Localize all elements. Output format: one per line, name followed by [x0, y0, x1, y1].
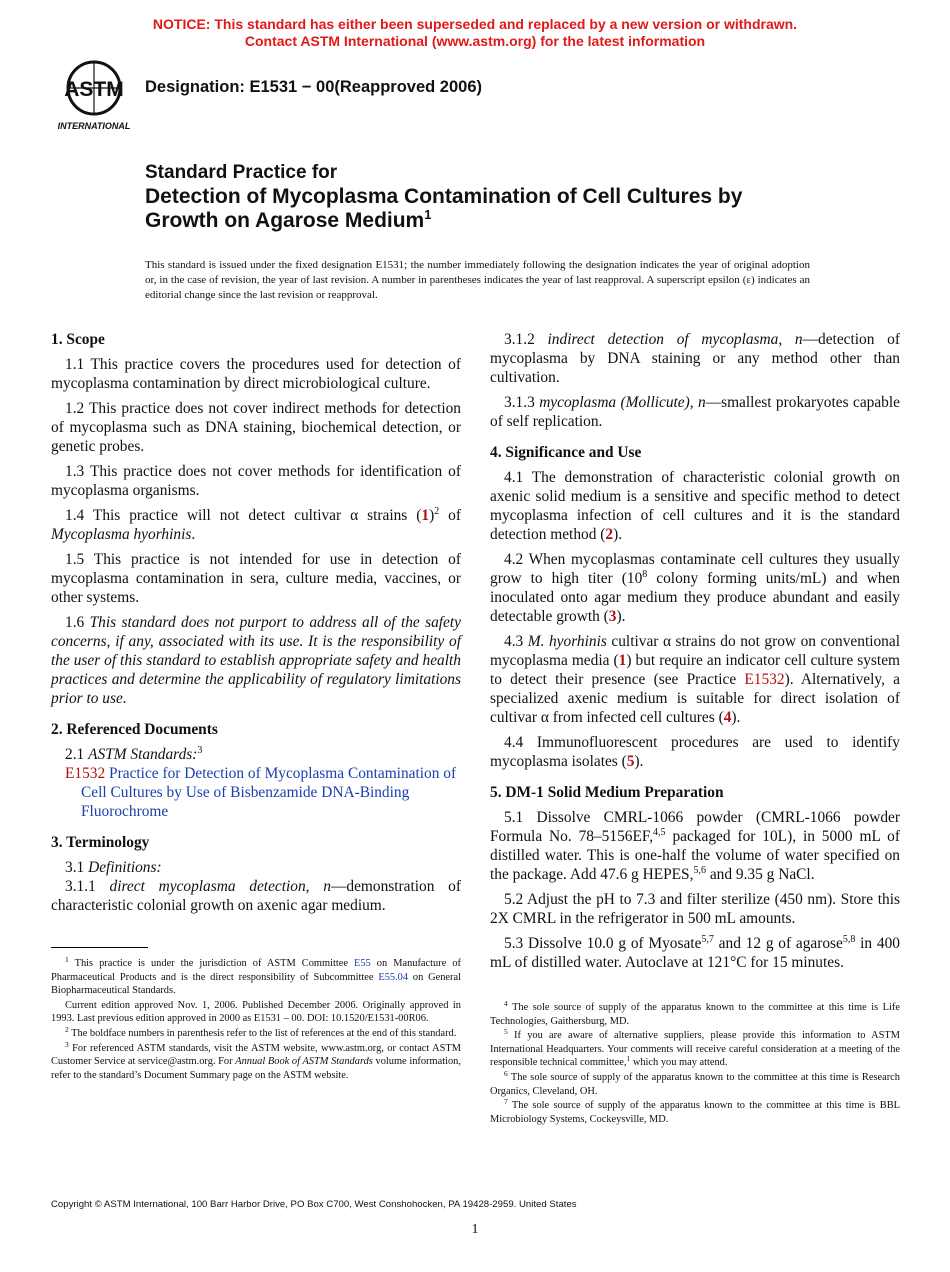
footnote-5: [490, 1029, 900, 1070]
practice-e1532-link[interactable]: E1532: [744, 671, 785, 688]
section-heading-preparation: 5. DM-1 Solid Medium Preparation: [490, 784, 724, 801]
paragraph-1-3: 1.3 This practice does not cover methods for identification of mycoplasma organisms.: [51, 463, 461, 499]
p4-4-text-a: 4.4 Immunofluorescent procedures are used to identify mycoplasma isolates (: [490, 734, 900, 770]
fn3-mark: 3: [65, 1039, 69, 1049]
p4-2-sup: 8: [642, 569, 648, 580]
paragraph-5-2: 5.2 Adjust the pH to 7.3 and filter sterilize (450 nm). Store this 2X CMRL in the refrigerator in 500 mL amounts.: [490, 891, 900, 927]
p2-1-italic: ASTM Standards:: [88, 746, 198, 763]
p1-4-text-a: 1.4 This practice will not detect cultivar α strains (: [65, 507, 422, 524]
reference-link-5[interactable]: 5: [626, 753, 635, 770]
p3-1-1-def: —demonstration of characteristic colonial growth on axenic agar medium.: [51, 878, 461, 914]
section-heading-terminology: 3. Terminology: [51, 834, 150, 851]
p5-1-sup-2: 5,6: [693, 865, 706, 876]
p3-1-2-term: indirect detection of mycoplasma, n: [547, 331, 803, 348]
p4-1-text-b: ).: [613, 526, 623, 543]
footnote-current-edition: Current edition approved Nov. 1, 2006. Published December 2006. Originally approved in 1993. Last previous edition approved in 2000 as E1531 – 00. DOI: 10.1520/E1531-00R06.: [51, 999, 461, 1025]
p3-1-3-term: mycoplasma (Mollicute), n: [539, 394, 706, 411]
fn2-text: The boldface numbers in parenthesis refer to the list of references at the end of this standard.: [68, 1027, 457, 1039]
p3-1-3-def: —smallest prokaryotes capable of self replication.: [490, 394, 900, 430]
footnote-4: [490, 1001, 900, 1028]
p5-3-text-a: 5.3 Dissolve 10.0 g of Myosate: [504, 935, 702, 952]
fn6-mark: 6: [504, 1068, 508, 1078]
fn3-text-b: volume information, refer to the standard’s Document Summary page on the ASTM website.: [51, 1056, 461, 1081]
title-line-3: [145, 209, 865, 233]
footnote-1: [51, 957, 461, 998]
page-number: 1: [471, 1222, 479, 1237]
p4-3-italic: M. hyorhinis: [527, 633, 607, 650]
title-line-3-text: Growth on Agarose Medium: [145, 209, 425, 232]
left-column: [51, 330, 461, 921]
footnote-divider: [51, 947, 148, 948]
p1-6-italic: This standard does not purport to address all of the safety concerns, if any, associated with its use. It is the responsibility of the user of this standard to establish appropriate safety and health practices and determine the applicability of regulatory limitations prior to use.: [51, 614, 461, 707]
p4-3-text-b: ) but require an indicator cell culture system to detect their presence (see Practice: [490, 652, 900, 688]
p4-1-text-a: 4.1 The demonstration of characteristic colonial growth on axenic solid medium is a sensitive and specific method to detect mycoplasma infection of cell cultures and it is the standard detection method (: [490, 469, 900, 543]
referenced-document-e1532: [51, 764, 461, 821]
p3-1-2-def: —detection of mycoplasma by DNA staining or any method other than cultivation.: [490, 331, 900, 386]
logo-text: ASTM: [64, 78, 124, 101]
footnote-7: [490, 1099, 900, 1126]
p5-3-text-c: in 400 mL of distilled water. Autoclave at 121°C for 15 minutes.: [490, 935, 900, 971]
p4-2-text-c: ).: [616, 608, 626, 625]
p3-1-num: 3.1: [65, 859, 89, 876]
footnotes-right: [490, 1001, 900, 1127]
paragraph-5-1: [490, 808, 900, 884]
reference-link-1[interactable]: 1: [421, 507, 430, 524]
p4-3-text-c: ). Alternatively, a specialized axenic medium is suitable for direct isolation of cultivar α from infected cell cultures (: [490, 671, 900, 726]
reference-link-1b[interactable]: 1: [618, 652, 627, 669]
notice-line-2: Contact ASTM International (www.astm.org) for the latest information: [244, 33, 706, 49]
p1-6-num: 1.6: [65, 614, 90, 631]
fn1-mark: 1: [65, 955, 69, 964]
paragraph-1-6: [51, 613, 461, 708]
reference-link-3[interactable]: 3: [608, 608, 617, 625]
fn6-text: The sole source of supply of the apparatus known to the committee at this time is Research Organics, Cleveland, OH.: [490, 1071, 900, 1097]
footnote-mark-2: 2: [434, 506, 440, 517]
reference-link-2[interactable]: 2: [605, 526, 614, 543]
footnote-2: [51, 1024, 461, 1041]
paragraph-1-5: 1.5 This practice is not intended for use in detection of mycoplasma contamination in sera, culture media, vaccines, or other systems.: [51, 551, 461, 606]
p4-3-text-a: cultivar α strains do not grow on conventional mycoplasma media (: [490, 633, 900, 669]
paragraph-1-1: 1.1 This practice covers the procedures used for detection of mycoplasma contamination by direct microbiological culture.: [51, 356, 461, 392]
committee-e55-link[interactable]: E55: [354, 958, 371, 969]
p5-1-text-c: and 9.35 g NaCl.: [705, 866, 815, 883]
paragraph-1-4: [51, 506, 461, 544]
paragraph-4-4: [490, 733, 900, 771]
fn5-mark-2: 1: [626, 1054, 631, 1064]
fn5-mark: 5: [504, 1027, 508, 1037]
paragraph-5-3: [490, 934, 900, 972]
fn7-mark: 7: [504, 1097, 508, 1107]
paragraph-3-1-1: [51, 877, 461, 915]
title-line-1: Standard Practice for: [145, 162, 338, 183]
p3-1-2-num: 3.1.2: [504, 331, 548, 348]
title-footnote-mark: 1: [424, 207, 432, 222]
fn7-text: The sole source of supply of the apparatus known to the committee at this time is BBL Microbiology Systems, Cockeysville, MD.: [490, 1100, 900, 1125]
p5-3-sup-1: 5,7: [701, 934, 714, 945]
paragraph-4-1: [490, 468, 900, 544]
p1-4-text-d: .: [191, 526, 196, 543]
p4-2-text-a: 4.2 When mycoplasmas contaminate cell cultures they usually grow to high titer (10: [490, 551, 900, 587]
p5-1-text-a: 5.1 Dissolve CMRL-1066 powder (CMRL-1066 powder Formula No. 78–5156EF,: [490, 809, 900, 845]
paragraph-3-1-2: [490, 330, 900, 387]
p5-1-text-b: packaged for 10L), in 5000 mL of distilled water. This is one-half the volume of water specified on the package. Add 47.6 g HEPES,: [490, 828, 900, 883]
fn2-mark: 2: [65, 1024, 69, 1034]
p4-4-text-b: ).: [634, 753, 644, 770]
section-heading-scope: 1. Scope: [51, 331, 105, 348]
fn4-text: The sole source of supply of the apparatus known to the committee at this time is Life Technologies, Gaithersburg, MD.: [490, 1002, 900, 1027]
section-heading-significance: 4. Significance and Use: [490, 444, 642, 461]
notice-banner: [0, 16, 950, 50]
p3-1-1-term: direct mycoplasma detection, n: [109, 878, 331, 895]
p5-3-text-b: and 12 g of agarose: [713, 935, 843, 952]
paragraph-3-1-3: [490, 393, 900, 431]
fn1-text-a: This practice is under the jurisdiction of ASTM Committee: [68, 958, 355, 969]
copyright-notice: Copyright © ASTM International, 100 Barr Harbor Drive, PO Box C700, West Conshohocken, PA 19428-2959. United States: [51, 1199, 577, 1210]
p3-1-3-num: 3.1.3: [504, 394, 540, 411]
p2-1-num: 2.1: [65, 746, 89, 763]
p1-4-italic: Mycoplasma hyorhinis: [51, 526, 192, 543]
right-column: [490, 330, 900, 978]
issued-note: This standard is issued under the fixed designation E1531; the number immediately following the designation indicates the year of original adoption or, in the case of revision, the year of last revision. A number in parentheses indicates the year of last reapproval. A superscript epsilon (ε) indicates an editorial change since the last revision or reapproval.: [145, 259, 810, 301]
fn5-text-b: which you may attend.: [630, 1057, 728, 1069]
footnote-6: [490, 1068, 900, 1098]
fn3-text-a: For referenced ASTM standards, visit the ASTM website, www.astm.org, or contact ASTM Customer Service at service@astm.org. For: [51, 1042, 461, 1068]
paragraph-1-2: 1.2 This practice does not cover indirect methods for detection of mycoplasma such as DNA staining, biochemical detection, or genetic probes.: [51, 400, 461, 455]
fn4-mark: 4: [504, 999, 508, 1008]
notice-line-1: NOTICE: This standard has either been superseded and replaced by a new version or withdrawn.: [152, 16, 798, 32]
p3-1-1-num: 3.1.1: [65, 878, 110, 895]
fn5-text-a: If you are aware of alternative suppliers, please provide this information to ASTM International Headquarters. Your comments will receive careful consideration at a meeting of the responsible technical committee,: [490, 1030, 900, 1069]
footnotes-left: [51, 957, 461, 1083]
fn3-italic: Annual Book of ASTM Standards: [235, 1056, 373, 1068]
footnote-mark-3: 3: [197, 745, 203, 756]
paragraph-4-2: [490, 550, 900, 626]
p5-3-sup-2: 5,8: [842, 934, 856, 945]
doc-code-link[interactable]: E1532: [65, 765, 106, 782]
paragraph-4-3: [490, 632, 900, 727]
fn1-text-c: on General Biopharmaceutical Standards.: [51, 971, 461, 997]
p4-3-text-d: ).: [731, 709, 741, 726]
p5-1-sup-1: 4,5: [653, 827, 666, 838]
astm-logo: [54, 58, 134, 132]
paragraph-2-1: [51, 745, 461, 764]
doc-title-link[interactable]: Practice for Detection of Mycoplasma Contamination of Cell Cultures by Use of Bisbenzamide DNA-Binding Fluorochrome: [81, 765, 457, 820]
p4-3-num: 4.3: [504, 633, 528, 650]
fn1-text-b: on Manufacture of Pharmaceutical Products and is the direct responsibility of Subcommittee: [51, 958, 461, 983]
section-heading-referenced: 2. Referenced Documents: [51, 721, 218, 738]
title-line-2: Detection of Mycoplasma Contamination of Cell Cultures by: [145, 185, 743, 208]
p1-4-text-c: of: [439, 507, 461, 524]
p3-1-italic: Definitions:: [88, 859, 162, 876]
logo-subtext: INTERNATIONAL: [57, 121, 131, 131]
paragraph-3-1: [51, 858, 461, 877]
subcommittee-e55-04-link[interactable]: E55.04: [378, 971, 409, 983]
document-title: [145, 161, 865, 233]
reference-link-4[interactable]: 4: [723, 709, 732, 726]
footnote-3: [51, 1039, 461, 1083]
p4-2-text-b: colony forming units/mL) and when inoculated onto agar medium they produce abundant and easily detectable growth (: [490, 570, 900, 625]
p1-4-text-b: ): [429, 507, 435, 524]
designation: Designation: E1531 − 00(Reapproved 2006): [145, 78, 483, 96]
